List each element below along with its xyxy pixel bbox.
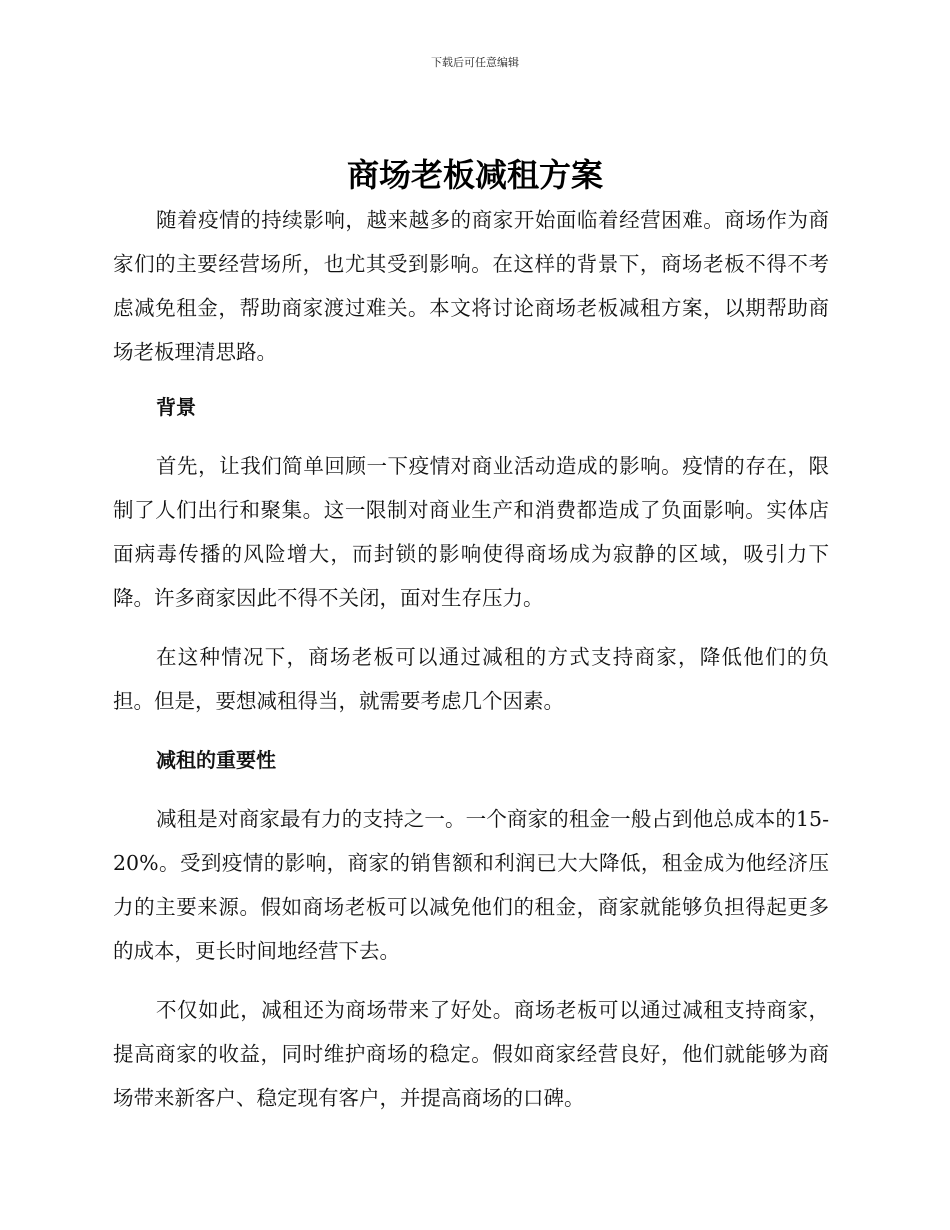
background-paragraph-2: 在这种情况下，商场老板可以通过减租的方式支持商家，降低他们的负担。但是，要想减租得当，就需要考虑几个因素。: [113, 645, 829, 713]
document-title: 商场老板减租方案: [346, 156, 603, 194]
background-paragraph-1: 首先，让我们简单回顾一下疫情对商业活动造成的影响。疫情的存在，限制了人们出行和聚集。这一限制对商业生产和消费都造成了负面影响。实体店面病毒传播的风险增大，而封锁的影响使得商场成为寂静的区域，吸引力下降。许多商家因此不得不关闭，面对生存压力。: [113, 454, 829, 610]
section-heading-importance: 减租的重要性: [156, 748, 276, 772]
intro-paragraph: 随着疫情的持续影响，越来越多的商家开始面临着经营困难。商场作为商家们的主要经营场所，也尤其受到影响。在这样的背景下，商场老板不得不考虑减免租金，帮助商家渡过难关。本文将讨论商场老板减租方案，以期帮助商场老板理清思路。: [113, 208, 829, 364]
header-note: 下载后可任意编辑: [431, 56, 519, 69]
section-heading-background: 背景: [156, 395, 196, 419]
importance-paragraph-1: 减租是对商家最有力的支持之一。一个商家的租金一般占到他总成本的15-20%。受到疫情的影响，商家的销售额和利润已大大降低，租金成为他经济压力的主要来源。假如商场老板可以减免他们的租金，商家就能够负担得起更多的成本，更长时间地经营下去。: [113, 807, 829, 963]
document-body: [113, 198, 829, 1135]
importance-paragraph-2: 不仅如此，减租还为商场带来了好处。商场老板可以通过减租支持商家，提高商家的收益，同时维护商场的稳定。假如商家经营良好，他们就能够为商场带来新客户、稳定现有客户，并提高商场的口碑。: [113, 998, 829, 1110]
